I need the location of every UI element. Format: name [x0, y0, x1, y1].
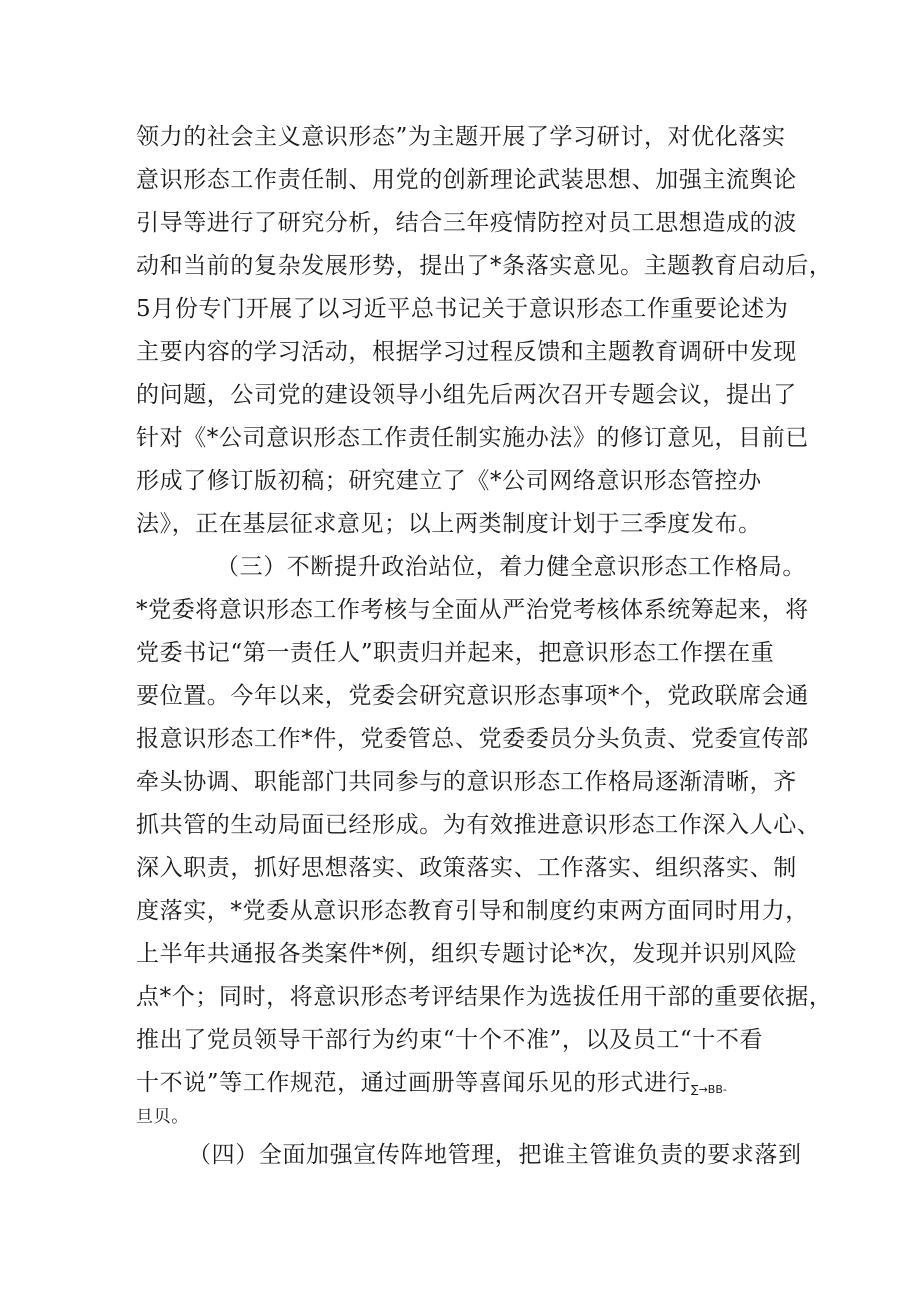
- paragraph-line-5: 5月份专门开展了以习近平总书记关于意识形态工作重要论述为: [136, 296, 789, 322]
- paragraph-line-15: 报意识形态工作*件，党委管总、党委委员分头负责、党委宣传部: [136, 726, 809, 752]
- paragraph-line-9: 形成了修订版初稿；研究建立了《*公司网络意识形态管控办: [136, 468, 762, 494]
- paragraph-line-20: 上半年共通报各类案件*例，组织专题讨论*次，发现并识别风险: [136, 941, 798, 967]
- paragraph-line-17: 抓共管的生动局面已经形成。为有效推进意识形态工作深入人心、: [136, 812, 821, 838]
- paragraph-line-18: 深入职责，抓好思想落实、政策落实、工作落实、组织落实、制: [136, 855, 797, 881]
- section-heading-4: （四）全面加强宣传阵地管理，把谁主管谁负责的要求落到: [188, 1142, 802, 1168]
- paragraph-line-8: 针对《*公司意识形态工作责任制实施办法》的修订意见，目前已: [136, 425, 809, 451]
- paragraph-line-24: 旦贝。: [136, 1107, 189, 1127]
- paragraph-line-4: 动和当前的复杂发展形势，提出了*条落实意见。主题教育启动后，: [136, 253, 833, 279]
- paragraph-line-14: 要位置。今年以来，党委会研究意识形态事项*个，党政联席会通: [136, 683, 809, 709]
- paragraph-line-2: 意识形态工作责任制、用党的创新理论武装思想、加强主流舆论: [136, 167, 797, 193]
- paragraph-line-6: 主要内容的学习活动，根据学习过程反馈和主题教育调研中发现: [136, 339, 797, 365]
- paragraph-line-22: 推出了党员领导干部行为约束“十个不准”，以及员工“十不看: [136, 1027, 764, 1053]
- paragraph-line-23-text: 十不说”等工作规范，通过画册等喜闻乐见的形式进行: [136, 1070, 692, 1096]
- paragraph-line-1: 领力的社会主义意识形态”为主题开展了学习研讨，对优化落实: [136, 124, 786, 150]
- paragraph-line-21: 点*个；同时，将意识形态考评结果作为选拔任用干部的重要依据，: [136, 984, 833, 1010]
- paragraph-line-19: 度落实，*党委从意识形态教育引导和制度约束两方面同时用力，: [136, 898, 809, 924]
- paragraph-line-3: 引导等进行了研究分析，结合三年疫情防控对员工思想造成的波: [136, 210, 797, 236]
- paragraph-line-7: 的问题，公司党的建设领导小组先后两次召开专题会议，提出了: [136, 382, 797, 408]
- paragraph-line-16: 牵头协调、职能部门共同参与的意识形态工作格局逐渐清晰，齐: [136, 769, 797, 795]
- paragraph-line-13: 党委书记“第一责任人”职责归并起来，把意识形态工作摆在重: [136, 640, 775, 666]
- paragraph-line-23: [136, 1068, 727, 1105]
- paragraph-line-10: 法》，正在基层征求意见；以上两类制度计划于三季度发布。: [136, 511, 762, 537]
- paragraph-line-12: *党委将意识形态工作考核与全面从严治党考核体系统筹起来，将: [136, 597, 809, 623]
- section-heading-3: （三）不断提升政治站位，着力健全意识形态工作格局。: [216, 554, 806, 580]
- ocr-artifact-text: ∑→BB-: [691, 1083, 727, 1096]
